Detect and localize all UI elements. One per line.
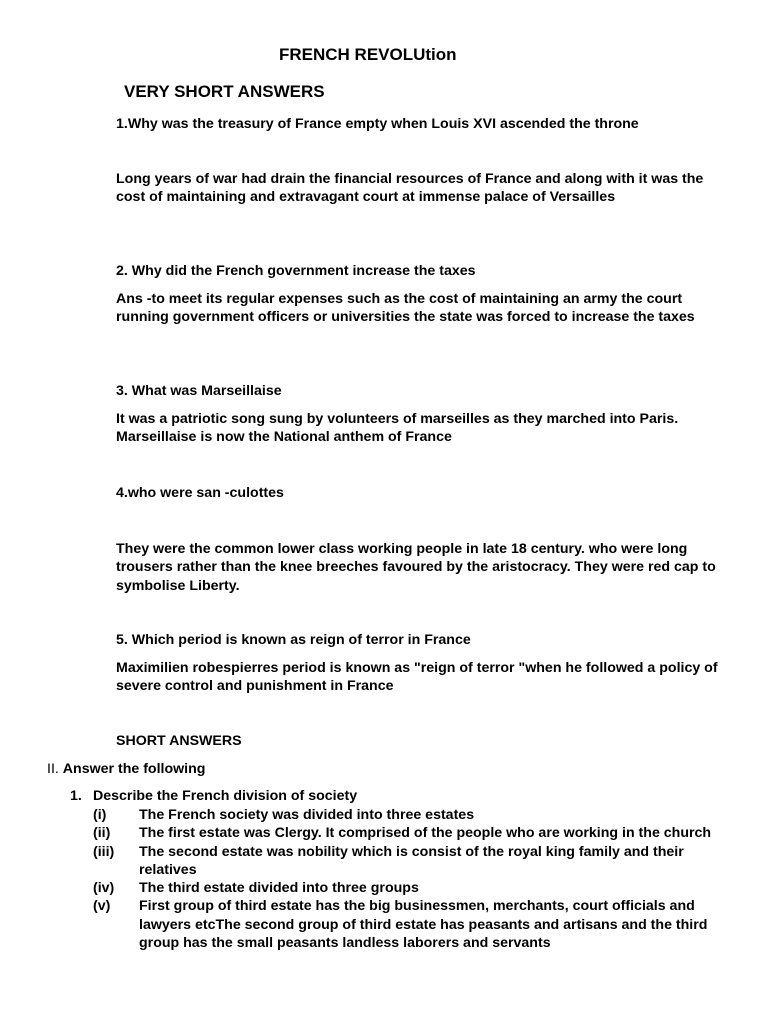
question-3: 3. What was Marseillaise <box>116 383 282 399</box>
list-item <box>93 897 733 952</box>
question-2: 2. Why did the French government increase the taxes <box>116 263 476 279</box>
part-heading <box>47 761 205 777</box>
list-item <box>93 824 733 842</box>
part-label: Answer the following <box>62 761 206 777</box>
list-item-text: First group of third estate has the big businessmen, merchants, court officials and lawyers etcThe second group of third estate has peasants and artisans and the third group has the small peasants landless laborers and servants <box>139 898 708 952</box>
answer-4: They were the common lower class working people in late 18 century. who were long trousers rather than the knee breeches favoured by the aristocracy. They were red cap to symbolise Liberty. <box>116 541 716 594</box>
list-item-marker: (v) <box>93 898 111 915</box>
list-item <box>93 806 733 824</box>
part-roman-numeral: II. <box>47 761 59 777</box>
list-item-marker: (iii) <box>93 843 115 860</box>
answer-1: Long years of war had drain the financial resources of France and along with it was the cost of maintaining and extravagant court at immense palace of Versailles <box>116 171 704 206</box>
question-5: 5. Which period is known as reign of terror in France <box>116 632 471 648</box>
answer-2: Ans -to meet its regular expenses such as the cost of maintaining an army the court running government officers or universities the state was forced to increase the taxes <box>116 291 695 326</box>
sub-answer-list <box>93 806 733 952</box>
section-heading-short-answers: SHORT ANSWERS <box>116 733 242 749</box>
question-4: 4.who were san -culottes <box>116 485 284 501</box>
question-1: 1.Why was the treasury of France empty when Louis XVI ascended the throne <box>116 116 639 132</box>
list-item-marker: (ii) <box>93 825 111 842</box>
short-question-number: 1. <box>70 788 82 804</box>
list-item-text: The third estate divided into three groups <box>139 880 419 897</box>
short-question-1 <box>70 788 357 804</box>
list-item-text: The first estate was Clergy. It comprised of the people who are working in the church <box>139 825 712 842</box>
answer-3: It was a patriotic song sung by volunteers of marseilles as they marched into Paris. Marseillaise is now the National anthem of France <box>116 411 679 446</box>
list-item-marker: (iv) <box>93 880 115 897</box>
section-heading-very-short-answers: VERY SHORT ANSWERS <box>124 82 325 101</box>
short-question-text: Describe the French division of society <box>93 788 358 804</box>
list-item-text: The second estate was nobility which is consist of the royal king family and their relatives <box>139 843 684 878</box>
list-item-marker: (i) <box>93 807 107 823</box>
document-title: FRENCH REVOLUtion <box>279 45 457 64</box>
list-item <box>93 843 733 880</box>
answer-5: Maximilien robespierres period is known as "reign of terror "when he followed a policy of severe control and punishment in France <box>116 660 718 695</box>
list-item-text: The French society was divided into three estates <box>139 807 475 823</box>
list-item <box>93 879 733 897</box>
